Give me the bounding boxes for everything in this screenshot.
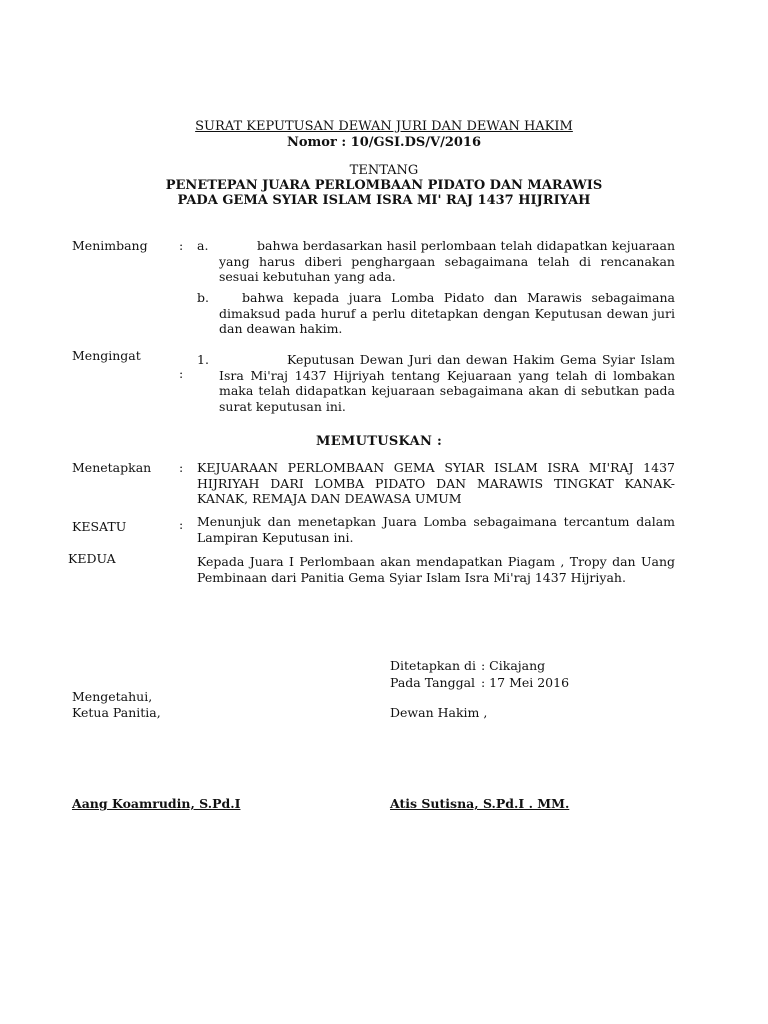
- kesatu-colon: :: [179, 517, 184, 532]
- kedua-text: Kepada Juara I Perlombaan akan mendapatkan Piagam , Tropy dan Uang Pembinaan dari Panitia Gema Syiar Islam Isra Mi'raj 1437 Hijriyah.: [197, 554, 675, 585]
- kedua-label: KEDUA: [68, 551, 116, 566]
- menimbang-item-a-marker: a.: [197, 238, 209, 253]
- kesatu-label: KESATU: [72, 519, 127, 534]
- ditetapkan-label: Ditetapkan di: [390, 658, 476, 673]
- kesatu-text: Menunjuk dan menetapkan Juara Lomba sebagaimana tercantum dalam Lampiran Keputusan ini.: [197, 514, 675, 545]
- menimbang-item-a-text: bahwa berdasarkan hasil perlombaan telah didapatkan kejuaraan yang harus diberi penghargaan sebagaimana telah di rencanakan sesuai kebutuhan yang ada.: [219, 238, 675, 284]
- signatory-right-name: Atis Sutisna, S.Pd.I . MM.: [390, 796, 570, 811]
- mengingat-colon: :: [179, 366, 184, 381]
- document-title: SURAT KEPUTUSAN DEWAN JURI DAN DEWAN HAKIM: [195, 119, 573, 134]
- tanggal-label: Pada Tanggal: [390, 675, 476, 690]
- menimbang-item-b-text: bahwa kepada juara Lomba Pidato dan Marawis sebagaimana dimaksud pada huruf a perlu ditetapkan dengan Keputusan dewan juri dan deawan hakim.: [219, 290, 675, 336]
- tentang-heading: TENTANG: [349, 163, 419, 178]
- menetapkan-label: Menetapkan: [72, 460, 152, 475]
- mengingat-label: Mengingat: [72, 348, 141, 363]
- dewan-hakim-text: Dewan Hakim ,: [390, 705, 488, 720]
- memutuskan-heading: MEMUTUSKAN :: [316, 434, 443, 449]
- subject-line-2: PADA GEMA SYIAR ISLAM ISRA MI' RAJ 1437 HIJRIYAH: [177, 193, 591, 208]
- menimbang-label: Menimbang: [72, 238, 148, 253]
- menimbang-item-b-marker: b.: [197, 290, 209, 305]
- signatory-left-name: Aang Koamrudin, S.Pd.I: [72, 796, 241, 811]
- mengingat-item-1-text: Keputusan Dewan Juri dan dewan Hakim Gema Syiar Islam Isra Mi'raj 1437 Hijriyah tentang Kejuaraan yang telah di lombakan maka telah didapatkan kejuaraan sebagaimana akan di sebutkan pada surat keputusan ini.: [219, 352, 675, 414]
- menetapkan-text: KEJUARAAN PERLOMBAAN GEMA SYIAR ISLAM ISRA MI'RAJ 1437 HIJRIYAH DARI LOMBA PIDATO DAN MARAWIS TINGKAT KANAK-KANAK, REMAJA DAN DEAWASA UMUM: [197, 460, 675, 506]
- menetapkan-colon: :: [179, 460, 184, 475]
- menimbang-colon: :: [179, 238, 184, 253]
- mengetahui-text: Mengetahui,: [72, 689, 153, 704]
- subject-line-1: PENETEPAN JUARA PERLOMBAAN PIDATO DAN MARAWIS: [165, 178, 603, 193]
- ketua-panitia-text: Ketua Panitia,: [72, 705, 161, 720]
- document-number: Nomor : 10/GSI.DS/V/2016: [286, 135, 482, 150]
- ditetapkan-value: : Cikajang: [481, 658, 546, 673]
- mengingat-item-1-marker: 1.: [197, 352, 209, 367]
- tanggal-value: : 17 Mei 2016: [481, 675, 570, 690]
